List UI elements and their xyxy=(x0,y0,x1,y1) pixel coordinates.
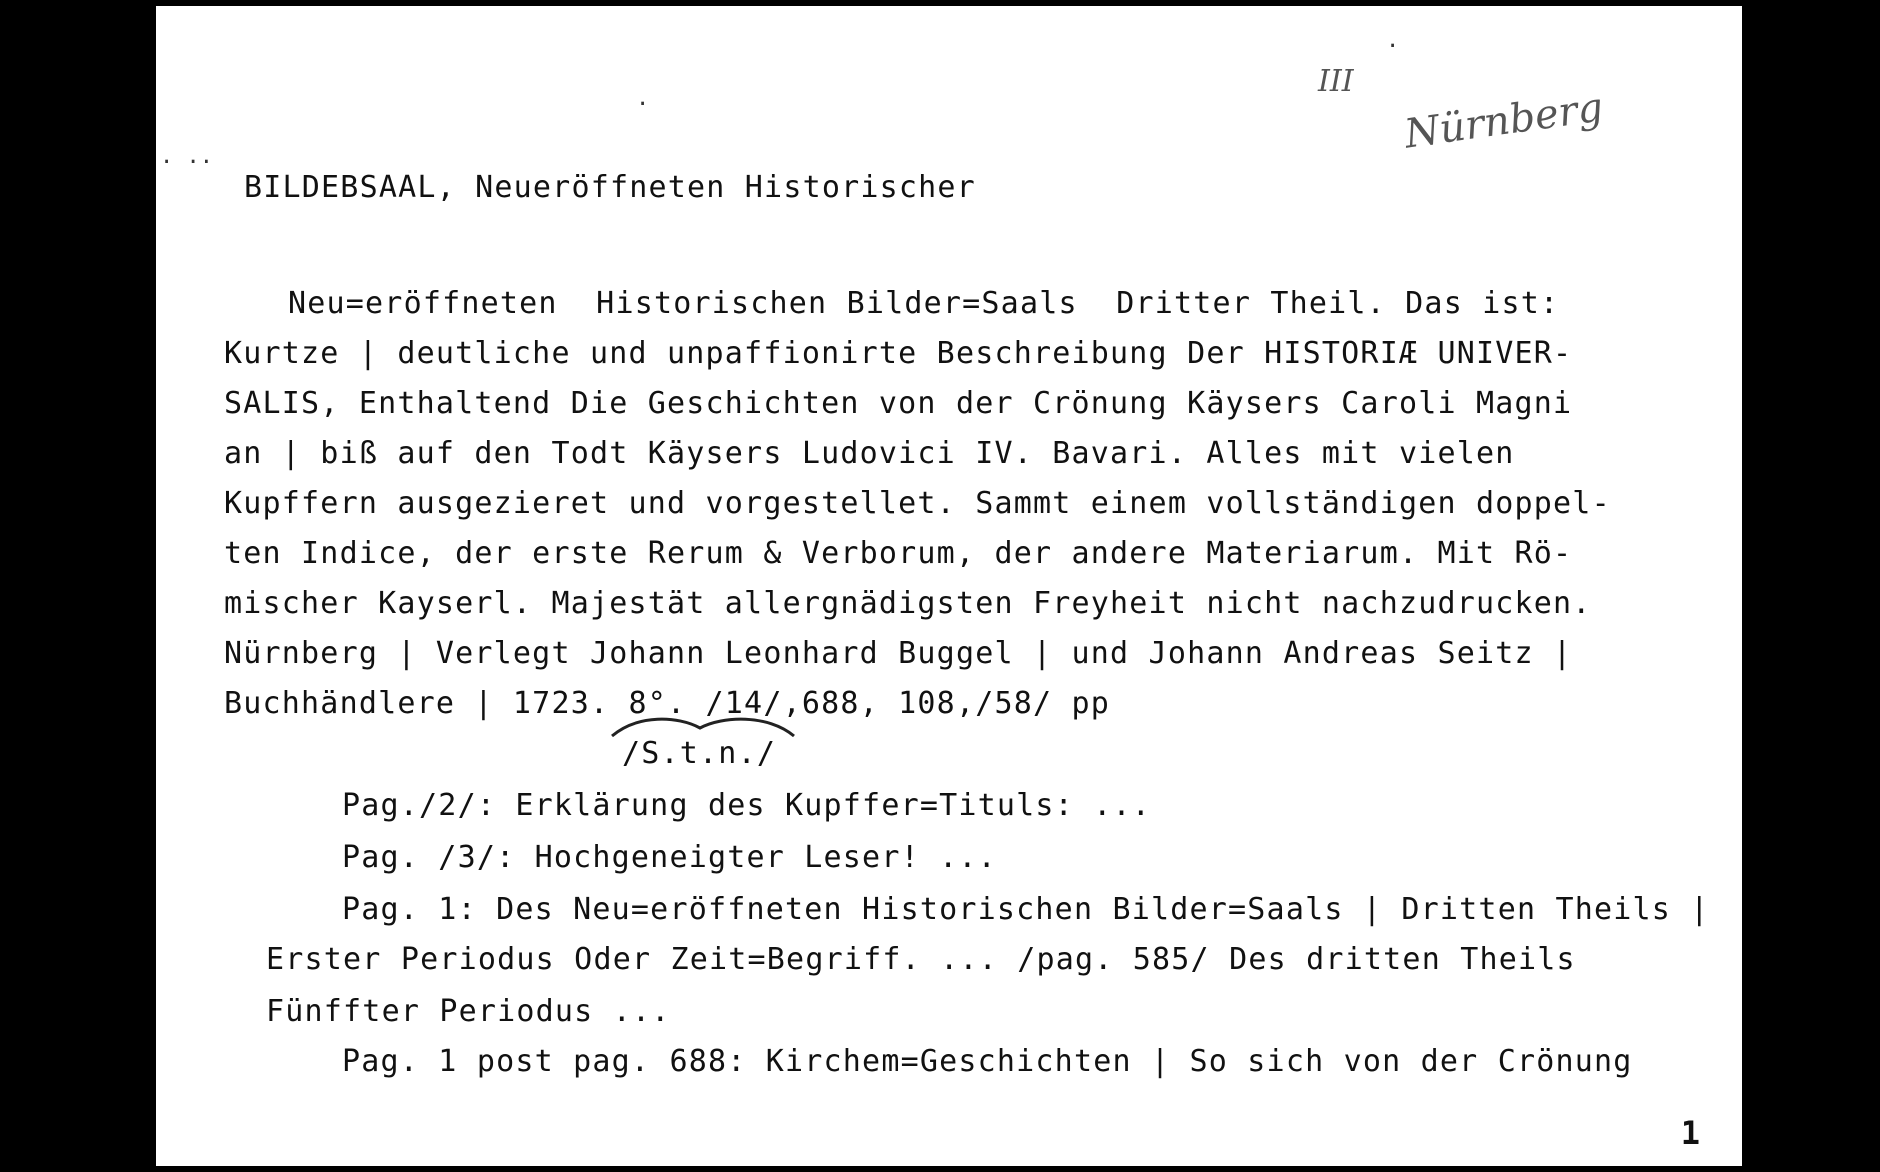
scan-speck: . xyxy=(1386,28,1400,53)
pagination-line: Fünffter Periodus ... xyxy=(266,994,671,1029)
title-line: Buchhändlere | 1723. 8°. /14/,688, 108,/58/ pp xyxy=(224,686,1111,721)
title-line: SALIS, Enthaltend Die Geschichten von der Crönung Käysers Caroli Magni xyxy=(224,386,1573,421)
title-line: Kupffern ausgezieret und vorgestellet. Sammt einem vollständigen doppel- xyxy=(224,486,1611,521)
catalog-card xyxy=(156,6,1742,1166)
pagination-line: Pag./2/: Erklärung des Kupffer=Tituls: ... xyxy=(342,788,1151,823)
pagination-line: Pag. /3/: Hochgeneigter Leser! ... xyxy=(342,840,997,875)
handwritten-roman-numeral: III xyxy=(1318,64,1354,99)
title-line: mischer Kayserl. Majestät allergnädigsten Freyheit nicht nachzudrucken. xyxy=(224,586,1592,621)
title-line: Kurtze | deutliche und unpaffionirte Beschreibung Der HISTORIÆ UNIVER- xyxy=(224,336,1573,371)
card-number: 1 xyxy=(1680,1114,1700,1152)
handwritten-place-annotation: Nürnberg xyxy=(1401,84,1606,158)
title-line: ten Indice, der erste Rerum & Verborum, der andere Materiarum. Mit Rö- xyxy=(224,536,1573,571)
pagination-line: Pag. 1: Des Neu=eröffneten Historischen Bilder=Saals | Dritten Theils | xyxy=(342,892,1710,927)
scan-speck: . xyxy=(636,86,650,111)
pagination-line: Pag. 1 post pag. 688: Kirchem=Geschichten | So sich von der Crönung xyxy=(342,1044,1633,1079)
scan-speck: . .. xyxy=(160,144,213,169)
title-line: Nürnberg | Verlegt Johann Leonhard Buggel | und Johann Andreas Seitz | xyxy=(224,636,1573,671)
title-line: an | biß auf den Todt Käysers Ludovici IV. Bavari. Alles mit vielen xyxy=(224,436,1515,471)
handwritten-stn-note: /S.t.n./ xyxy=(622,736,777,771)
title-line: Neu=eröffneten Historischen Bilder=Saals Dritter Theil. Das ist: xyxy=(288,286,1560,321)
pagination-line: Erster Periodus Oder Zeit=Begriff. ... /pag. 585/ Des dritten Theils xyxy=(266,942,1576,977)
card-heading: BILDEBSAAL, Neueröffneten Historischer xyxy=(244,170,976,205)
